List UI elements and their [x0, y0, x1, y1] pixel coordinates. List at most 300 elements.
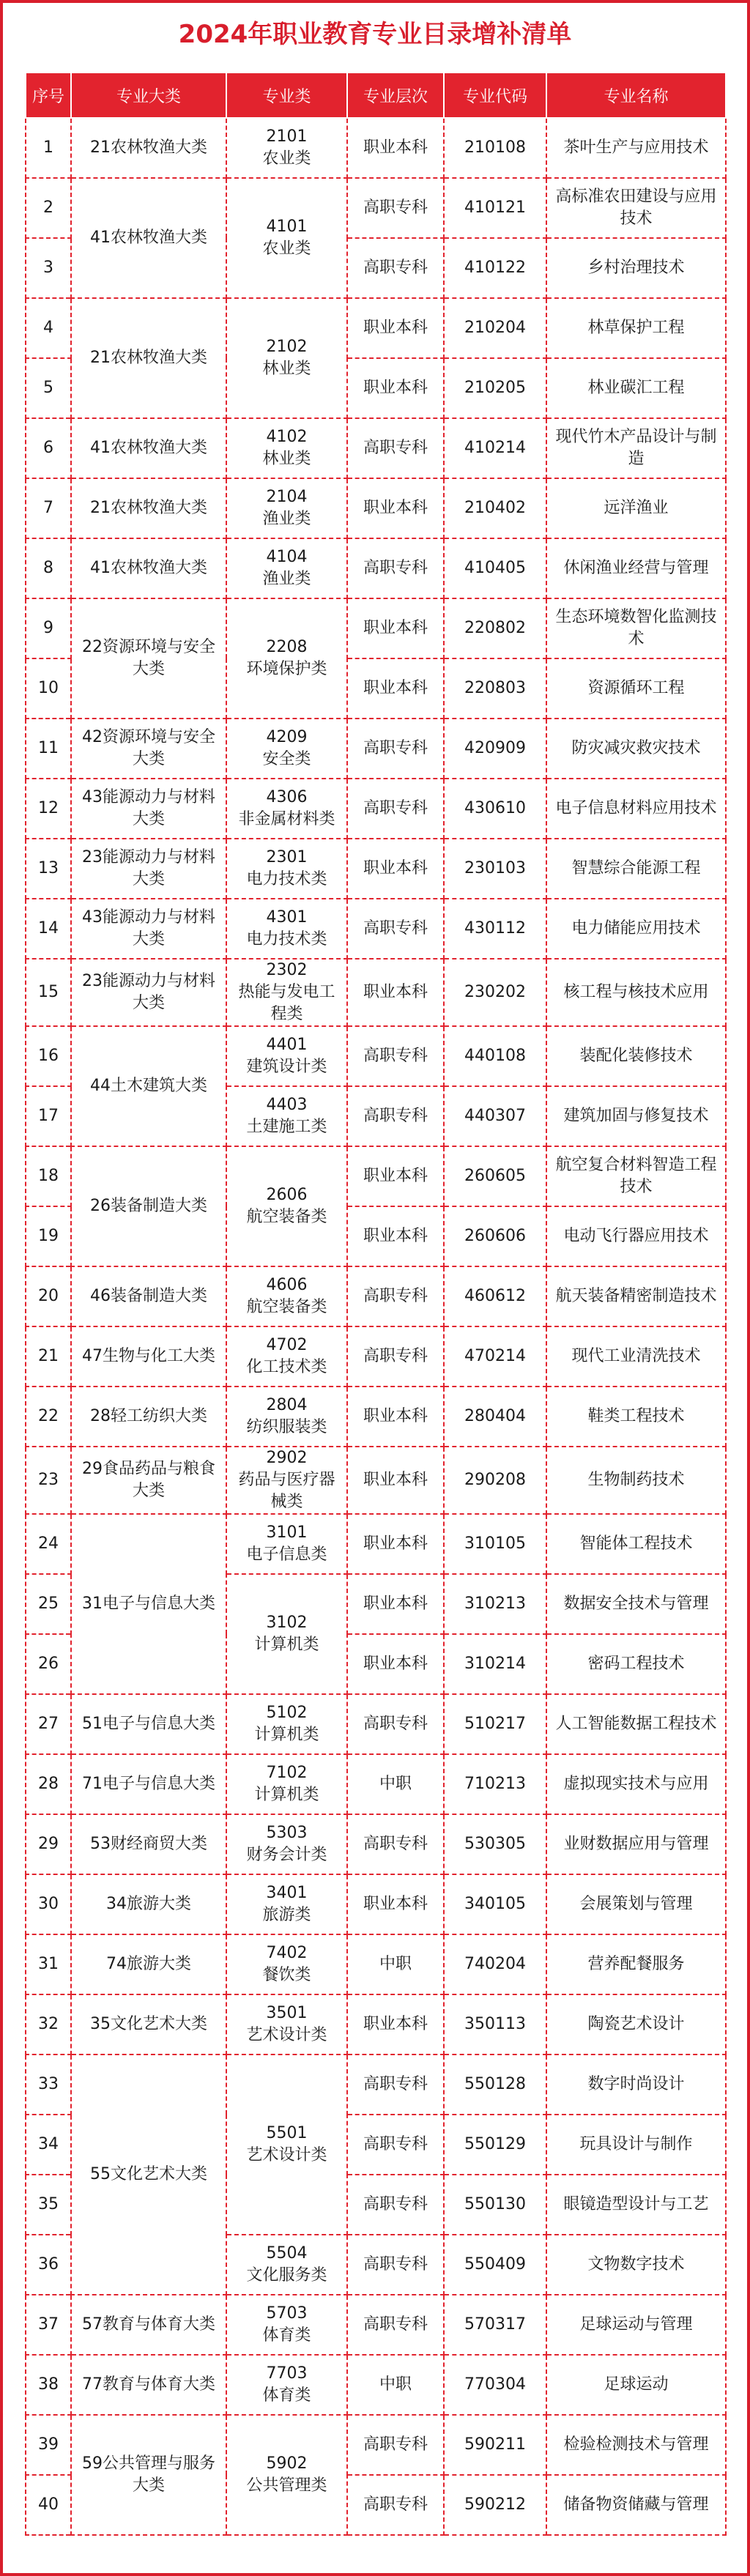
row-index-cell: [26, 2115, 71, 2175]
level-cell: [347, 2295, 444, 2355]
subcategory-cell: [226, 418, 347, 478]
program-level: 高职专科: [363, 439, 428, 457]
name-cell: [546, 658, 726, 719]
program-code: 290208: [464, 1471, 526, 1489]
program-code: 260605: [464, 1167, 526, 1185]
table-row: [26, 2355, 726, 2415]
program-code: 210204: [464, 319, 526, 337]
row-index: 20: [38, 1287, 59, 1305]
row-index: 28: [38, 1775, 59, 1793]
name-cell: [546, 418, 726, 478]
code-cell: [444, 1146, 546, 1206]
table-row: [26, 1026, 726, 1086]
name-cell: [546, 1994, 726, 2055]
row-index: 6: [43, 439, 53, 457]
name-cell: [546, 2055, 726, 2115]
name-cell: [546, 478, 726, 538]
category-cell: [71, 538, 226, 598]
level-cell: [347, 1994, 444, 2055]
program-level: 高职专科: [363, 559, 428, 577]
row-index: 33: [38, 2075, 59, 2093]
row-index: 7: [43, 499, 53, 517]
level-cell: [347, 899, 444, 959]
subcategory-cell: [226, 118, 347, 178]
name-cell: [546, 959, 726, 1026]
table-row: [26, 1754, 726, 1814]
subcategory-cell: [226, 2415, 347, 2535]
row-index-cell: [26, 719, 71, 779]
program-level: 高职专科: [363, 1107, 428, 1125]
subcategory-cell: [226, 538, 347, 598]
level-cell: [347, 1026, 444, 1086]
row-index: 11: [38, 739, 59, 757]
level-cell: [347, 1694, 444, 1754]
row-index: 34: [38, 2135, 59, 2153]
program-name: 高标准农田建设与应用技术: [555, 188, 717, 228]
row-index-cell: [26, 598, 71, 658]
subcategory-cell: [226, 1694, 347, 1754]
subcategory-cell: [226, 1086, 347, 1146]
program-code: 260606: [464, 1227, 526, 1245]
program-name: 林业碳汇工程: [587, 379, 685, 397]
subcategory-cell: [226, 1447, 347, 1514]
row-index-cell: [26, 538, 71, 598]
category-label: 21农林牧渔大类: [90, 138, 207, 157]
table-row: [26, 118, 726, 178]
program-level: 职业本科: [363, 1167, 428, 1185]
program-level: 高职专科: [363, 1287, 428, 1305]
program-code: 220802: [464, 619, 526, 637]
category-label: 44土木建筑大类: [90, 1077, 207, 1095]
row-index: 17: [38, 1107, 59, 1125]
program-name: 智慧综合能源工程: [571, 859, 701, 877]
program-name: 人工智能数据工程技术: [555, 1715, 717, 1733]
name-cell: [546, 1266, 726, 1326]
program-code: 510217: [464, 1715, 526, 1733]
category-label: 55文化艺术大类: [90, 2165, 207, 2183]
program-level: 高职专科: [363, 259, 428, 277]
row-index-cell: [26, 418, 71, 478]
row-index: 16: [38, 1047, 59, 1065]
code-cell: [444, 959, 546, 1026]
code-cell: [444, 1934, 546, 1994]
level-cell: [347, 1387, 444, 1447]
subcategory-cell: [226, 598, 347, 719]
category-label: 23能源动力与材料大类: [82, 848, 215, 888]
level-cell: [347, 238, 444, 298]
program-name: 建筑加固与修复技术: [563, 1107, 709, 1125]
row-index-cell: [26, 1634, 71, 1694]
row-index: 2: [43, 198, 53, 217]
program-name: 业财数据应用与管理: [563, 1835, 709, 1853]
row-index: 8: [43, 559, 53, 577]
program-level: 中职: [379, 1955, 412, 1973]
name-cell: [546, 2475, 726, 2535]
level-cell: [347, 1934, 444, 1994]
code-cell: [444, 418, 546, 478]
name-cell: [546, 2295, 726, 2355]
subcategory-name: 土建施工类: [246, 1118, 327, 1136]
code-cell: [444, 658, 546, 719]
header-cell-level: 专业层次: [347, 73, 444, 118]
row-index-cell: [26, 1514, 71, 1574]
row-index-cell: [26, 1814, 71, 1874]
category-label: 41农林牧渔大类: [90, 439, 207, 457]
level-cell: [347, 2415, 444, 2475]
name-cell: [546, 1326, 726, 1387]
row-index: 5: [43, 379, 53, 397]
name-cell: [546, 118, 726, 178]
subcategory-code: 3102: [266, 1614, 308, 1632]
header-cell-code: 专业代码: [444, 73, 546, 118]
category-label: 57教育与体育大类: [82, 2315, 215, 2334]
program-level: 职业本科: [363, 983, 428, 1001]
program-name: 鞋类工程技术: [587, 1407, 685, 1425]
subcategory-name: 药品与医疗器械类: [238, 1471, 335, 1511]
subcategory-cell: [226, 1266, 347, 1326]
subcategory-cell: [226, 1387, 347, 1447]
subcategory-name: 文化服务类: [246, 2266, 327, 2284]
code-cell: [444, 1387, 546, 1447]
code-cell: [444, 1874, 546, 1934]
subcategory-code: 4104: [266, 548, 308, 566]
level-cell: [347, 1266, 444, 1326]
table-row: [26, 2295, 726, 2355]
subcategory-code: 7102: [266, 1764, 308, 1782]
program-name: 智能体工程技术: [579, 1534, 693, 1553]
table-row: [26, 1934, 726, 1994]
program-name: 电动飞行器应用技术: [563, 1227, 709, 1245]
subcategory-cell: [226, 1754, 347, 1814]
row-index: 12: [38, 799, 59, 817]
program-level: 高职专科: [363, 799, 428, 817]
row-index-cell: [26, 358, 71, 418]
subcategory-cell: [226, 2355, 347, 2415]
program-name: 茶叶生产与应用技术: [563, 138, 709, 157]
subcategory-name: 环境保护类: [246, 660, 327, 678]
row-index: 3: [43, 259, 53, 277]
category-cell: [71, 118, 226, 178]
subcategory-code: 4301: [266, 908, 308, 927]
level-cell: [347, 298, 444, 358]
level-cell: [347, 658, 444, 719]
name-cell: [546, 178, 726, 238]
subcategory-cell: [226, 478, 347, 538]
category-cell: [71, 1447, 226, 1514]
program-name: 资源循环工程: [587, 679, 685, 697]
document-sheet: [3, 3, 747, 2573]
subcategory-code: 2101: [266, 127, 308, 146]
row-index: 25: [38, 1595, 59, 1613]
subcategory-code: 4606: [266, 1276, 308, 1294]
level-cell: [347, 1754, 444, 1814]
code-cell: [444, 2295, 546, 2355]
row-index-cell: [26, 1934, 71, 1994]
code-cell: [444, 1574, 546, 1634]
table-row: [26, 1814, 726, 1874]
row-index-cell: [26, 2475, 71, 2535]
code-cell: [444, 478, 546, 538]
program-name: 数字时尚设计: [587, 2075, 685, 2093]
table-row: [26, 719, 726, 779]
program-code: 350113: [464, 2015, 526, 2033]
subcategory-name: 公共管理类: [246, 2476, 327, 2495]
program-name: 防灾减灾救灾技术: [571, 739, 701, 757]
program-code: 310214: [464, 1655, 526, 1673]
category-label: 43能源动力与材料大类: [82, 788, 215, 828]
category-cell: [71, 1514, 226, 1694]
row-index: 23: [38, 1471, 59, 1489]
program-code: 410122: [464, 259, 526, 277]
program-code: 590211: [464, 2435, 526, 2454]
category-label: 71电子与信息大类: [82, 1775, 215, 1793]
row-index: 18: [38, 1167, 59, 1185]
code-cell: [444, 1514, 546, 1574]
table-body: [26, 118, 726, 2535]
row-index: 40: [38, 2495, 59, 2514]
program-code: 550130: [464, 2195, 526, 2213]
program-code: 550129: [464, 2135, 526, 2153]
name-cell: [546, 1026, 726, 1086]
table-row: [26, 899, 726, 959]
program-name: 生态环境数智化监测技术: [555, 608, 717, 648]
program-level: 高职专科: [363, 2255, 428, 2274]
category-cell: [71, 1694, 226, 1754]
table-row: [26, 598, 726, 658]
name-cell: [546, 2355, 726, 2415]
category-cell: [71, 2355, 226, 2415]
subcategory-name: 农业类: [262, 149, 311, 168]
code-cell: [444, 2355, 546, 2415]
program-level: 中职: [379, 2375, 412, 2394]
category-label: 42资源环境与安全大类: [82, 728, 215, 768]
level-cell: [347, 1514, 444, 1574]
code-cell: [444, 298, 546, 358]
program-code: 530305: [464, 1835, 526, 1853]
row-index-cell: [26, 178, 71, 238]
category-label: 51电子与信息大类: [82, 1715, 215, 1733]
program-level: 职业本科: [363, 859, 428, 877]
program-level: 高职专科: [363, 1835, 428, 1853]
subcategory-cell: [226, 178, 347, 298]
subcategory-code: 2302: [266, 961, 308, 979]
program-level: 高职专科: [363, 2495, 428, 2514]
name-cell: [546, 1387, 726, 1447]
table-row: [26, 418, 726, 478]
row-index-cell: [26, 2055, 71, 2115]
category-cell: [71, 1814, 226, 1874]
subcategory-cell: [226, 1026, 347, 1086]
subcategory-cell: [226, 1874, 347, 1934]
row-index: 38: [38, 2375, 59, 2394]
category-label: 23能源动力与材料大类: [82, 972, 215, 1012]
program-name: 足球运动与管理: [579, 2315, 693, 2334]
code-cell: [444, 1086, 546, 1146]
program-code: 590212: [464, 2495, 526, 2514]
program-code: 220803: [464, 679, 526, 697]
subcategory-code: 5902: [266, 2454, 308, 2473]
level-cell: [347, 959, 444, 1026]
program-code: 340105: [464, 1895, 526, 1913]
program-name: 密码工程技术: [587, 1655, 685, 1673]
subcategory-name: 林业类: [262, 450, 311, 468]
program-name: 营养配餐服务: [587, 1955, 685, 1973]
level-cell: [347, 1874, 444, 1934]
code-cell: [444, 839, 546, 899]
level-cell: [347, 1326, 444, 1387]
category-cell: [71, 178, 226, 298]
subcategory-code: 5504: [266, 2244, 308, 2263]
table-row: [26, 2415, 726, 2475]
subcategory-name: 旅游类: [262, 1906, 311, 1924]
level-cell: [347, 839, 444, 899]
subcategory-cell: [226, 899, 347, 959]
program-level: 高职专科: [363, 2315, 428, 2334]
level-cell: [347, 1814, 444, 1874]
program-name: 航天装备精密制造技术: [555, 1287, 717, 1305]
row-index: 10: [38, 679, 59, 697]
program-code: 770304: [464, 2375, 526, 2394]
program-name: 林草保护工程: [587, 319, 685, 337]
row-index: 31: [38, 1955, 59, 1973]
subcategory-name: 渔业类: [262, 570, 311, 588]
document-title: 2024年职业教育专业目录增补清单: [178, 20, 572, 49]
program-code: 440108: [464, 1047, 526, 1065]
name-cell: [546, 2235, 726, 2295]
program-name: 核工程与核技术应用: [563, 983, 709, 1001]
subcategory-cell: [226, 1814, 347, 1874]
subcategory-code: 2606: [266, 1186, 308, 1204]
program-code: 410405: [464, 559, 526, 577]
subcategory-code: 4101: [266, 218, 308, 236]
name-cell: [546, 779, 726, 839]
subcategory-cell: [226, 959, 347, 1026]
category-cell: [71, 598, 226, 719]
subcategory-code: 4702: [266, 1336, 308, 1354]
category-cell: [71, 478, 226, 538]
subcategory-name: 渔业类: [262, 510, 311, 528]
category-cell: [71, 719, 226, 779]
level-cell: [347, 538, 444, 598]
row-index-cell: [26, 1387, 71, 1447]
level-cell: [347, 2235, 444, 2295]
program-name: 电力储能应用技术: [571, 919, 701, 938]
name-cell: [546, 1874, 726, 1934]
row-index-cell: [26, 478, 71, 538]
subcategory-name: 计算机类: [254, 1786, 319, 1804]
row-index: 9: [43, 619, 53, 637]
level-cell: [347, 2355, 444, 2415]
category-cell: [71, 779, 226, 839]
category-cell: [71, 2415, 226, 2535]
table-row: [26, 959, 726, 1026]
code-cell: [444, 1206, 546, 1266]
row-index: 30: [38, 1895, 59, 1913]
subcategory-name: 非金属材料类: [238, 810, 335, 828]
name-cell: [546, 1634, 726, 1694]
program-name: 文物数字技术: [587, 2255, 685, 2274]
subcategory-cell: [226, 2235, 347, 2295]
program-level: 中职: [379, 1775, 412, 1793]
level-cell: [347, 2055, 444, 2115]
level-cell: [347, 2175, 444, 2235]
category-cell: [71, 1387, 226, 1447]
program-name: 装配化装修技术: [579, 1047, 693, 1065]
program-code: 440307: [464, 1107, 526, 1125]
category-cell: [71, 1146, 226, 1266]
category-cell: [71, 1934, 226, 1994]
category-cell: [71, 899, 226, 959]
category-label: 34旅游大类: [106, 1895, 191, 1913]
program-level: 职业本科: [363, 619, 428, 637]
row-index: 27: [38, 1715, 59, 1733]
code-cell: [444, 358, 546, 418]
table-row: [26, 1447, 726, 1514]
program-code: 430112: [464, 919, 526, 938]
category-cell: [71, 1874, 226, 1934]
category-label: 74旅游大类: [106, 1955, 191, 1973]
program-name: 眼镜造型设计与工艺: [563, 2195, 709, 2213]
row-index: 32: [38, 2015, 59, 2033]
table-row: [26, 1514, 726, 1574]
table-row: [26, 839, 726, 899]
subcategory-code: 4209: [266, 728, 308, 746]
table-row: [26, 478, 726, 538]
header-cell-category: 专业大类: [71, 73, 226, 118]
program-name: 储备物资储藏与管理: [563, 2495, 709, 2514]
subcategory-code: 2902: [266, 1449, 308, 1467]
level-cell: [347, 719, 444, 779]
code-cell: [444, 2115, 546, 2175]
code-cell: [444, 238, 546, 298]
header-row: [26, 73, 726, 118]
table-row: [26, 1874, 726, 1934]
program-level: 职业本科: [363, 1534, 428, 1553]
code-cell: [444, 178, 546, 238]
code-cell: [444, 2235, 546, 2295]
category-cell: [71, 1326, 226, 1387]
category-label: 46装备制造大类: [90, 1287, 207, 1305]
row-index: 24: [38, 1534, 59, 1553]
category-cell: [71, 1266, 226, 1326]
name-cell: [546, 1754, 726, 1814]
subcategory-code: 4306: [266, 788, 308, 806]
category-label: 26装备制造大类: [90, 1197, 207, 1215]
level-cell: [347, 1146, 444, 1206]
category-cell: [71, 1026, 226, 1146]
program-name: 现代竹木产品设计与制造: [555, 428, 717, 468]
row-index-cell: [26, 1146, 71, 1206]
code-cell: [444, 1634, 546, 1694]
subcategory-code: 2102: [266, 338, 308, 356]
row-index-cell: [26, 1326, 71, 1387]
level-cell: [347, 779, 444, 839]
category-label: 47生物与化工大类: [82, 1347, 215, 1365]
subcategory-code: 2208: [266, 638, 308, 656]
category-label: 22资源环境与安全大类: [82, 638, 215, 678]
code-cell: [444, 2055, 546, 2115]
program-code: 410121: [464, 198, 526, 217]
code-cell: [444, 538, 546, 598]
table-row: [26, 2055, 726, 2115]
name-cell: [546, 1814, 726, 1874]
row-index-cell: [26, 118, 71, 178]
row-index-cell: [26, 1086, 71, 1146]
category-label: 31电子与信息大类: [82, 1595, 215, 1613]
code-cell: [444, 2475, 546, 2535]
subcategory-code: 2804: [266, 1396, 308, 1414]
subcategory-name: 热能与发电工程类: [238, 983, 335, 1023]
